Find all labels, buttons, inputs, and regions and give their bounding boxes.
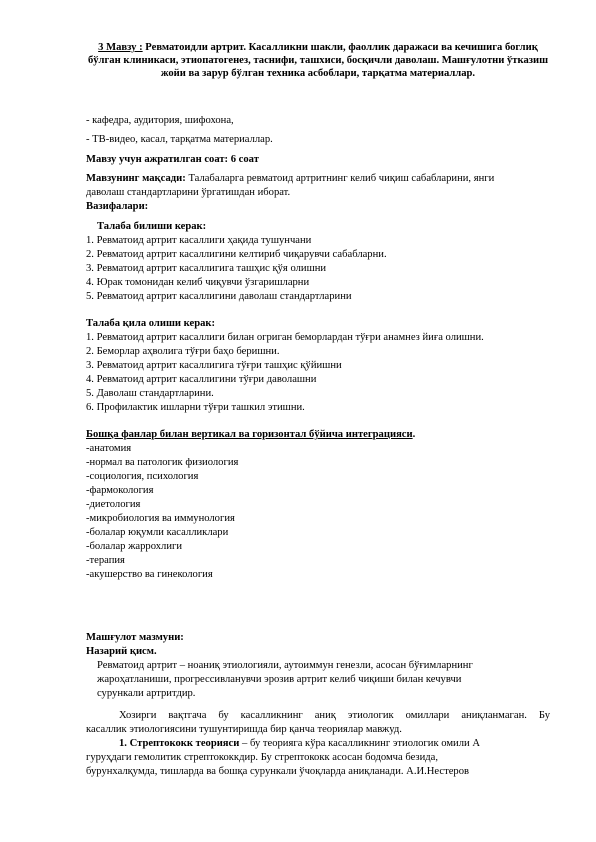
place-line: - кафедра, аудитория, шифохона, [86,115,234,126]
definition-line: Ревматоид артрит – ноаниқ этиологияли, аутоиммун генезли, асосан бўғимларнинг [97,660,473,671]
hours-line: Мавзу учун ажратилган соат: 6 соат [86,154,259,165]
integration-item: -фармокология [86,485,154,496]
integration-item: -анатомия [86,443,132,454]
goal-line [86,172,494,186]
can-item: 1. Ревматоид артрит касаллиги билан огриган беморлардан тўғри анамнез йиға олишни. [86,332,484,343]
paragraph-1-line-1: Хозирги вақтгача бу касалликнинг аниқ этиологик омиллари аниқланмаган. Бу [119,710,550,721]
topic-title: Ревматоидли артрит. Касалликни шакли, фаоллик даражаси ва кечишига боглиқ бўлган клиникаси, этиопатогенез, таснифи, ташхиси, босқичли даволаш. Машғулотни ўтказиш жойи ва зарур бўлган техника асбоблари, тарқатма материаллар. [87,42,549,80]
know-item: 5. Ревматоид артрит касаллигини даволаш стандартларини [86,291,352,302]
document-title [86,41,550,81]
integration-heading-text: Бошқа фанлар билан вертикал ва горизонтал бўйича интеграцияси [86,429,413,440]
topic-number: 3 Мавзу : [98,42,143,53]
goal-line-2: даволаш стандартларини ўргатишдан иборат. [86,187,291,198]
integration-item: -социология, психология [86,471,199,482]
can-item: 6. Профилактик ишларни тўғри ташкил этишни. [86,402,305,413]
definition-line: сурункали артритдир. [97,688,196,699]
definition-line: жароҳатланиши, прогрессивланувчи эрозив артрит келиб чиқиши билан кечувчи [97,674,462,685]
paragraph-1-line-2: касаллик этиологиясини тушунтиришда бир қанча теориялар мавжуд. [86,724,402,735]
can-item: 2. Беморлар аҳволига тўғри баҳо беришни. [86,346,280,357]
integration-item: -микробиология ва иммунология [86,513,235,524]
paragraph-2-line-1 [119,737,480,751]
goal-text: Талабаларга ревматоид артритнинг келиб чиқиш сабабларини, янги [185,173,495,184]
can-item: 4. Ревматоид артрит касаллигини тўғри даволашни [86,374,317,385]
content-heading: Машғулот мазмуни: [86,632,184,643]
integration-item: -терапия [86,555,125,566]
know-item: 3. Ревматоид артрит касаллигига ташҳис қўя олишни [86,263,327,274]
can-item: 3. Ревматоид артрит касаллигига тўғри ташҳис қўйишни [86,360,342,371]
know-item: 2. Ревматоид артрит касаллигини келтириб чиқарувчи сабабларни. [86,249,387,260]
integration-heading: Бошқа фанлар билан вертикал ва горизонтал бўйича интеграцияси. [86,429,416,440]
paragraph-2-text: – бу теорияга кўра касалликнинг этиологик омили А [239,738,480,749]
know-heading: Талаба билиши керак: [97,221,207,232]
know-item: 1. Ревматоид артрит касаллиги ҳақида тушунчани [86,235,312,246]
materials-line: - ТВ-видео, касал, тарқатма материаллар. [86,134,273,145]
can-heading: Талаба қила олиши керак: [86,318,216,329]
integration-item: -болалар жаррохлиги [86,541,183,552]
integration-item: -диетология [86,499,141,510]
paragraph-2-line-2: гуруҳдаги гемолитик стрептококкдир. Бу стрептококк асосан бодомча безида, [86,752,439,763]
streptococcus-theory-label: 1. Стрептококк теорияси [119,738,240,749]
know-item: 4. Юрак томонидан келиб чиқувчи ўзгаришларни [86,277,310,288]
integration-item: -болалар юқумли касалликлари [86,527,229,538]
theory-heading: Назарий қисм. [86,646,157,657]
paragraph-2-line-3: бурунхалқумда, тишларда ва бошқа сурункали ўчоқларда аниқланади. А.И.Нестеров [86,766,470,777]
integration-item: -нормал ва патологик физиология [86,457,239,468]
can-item: 5. Даволаш стандартларини. [86,388,214,399]
tasks-label: Вазифалари: [86,201,149,212]
integration-item: -акушерство ва гинекология [86,569,213,580]
goal-label: Мавзунинг мақсади: [86,173,186,184]
